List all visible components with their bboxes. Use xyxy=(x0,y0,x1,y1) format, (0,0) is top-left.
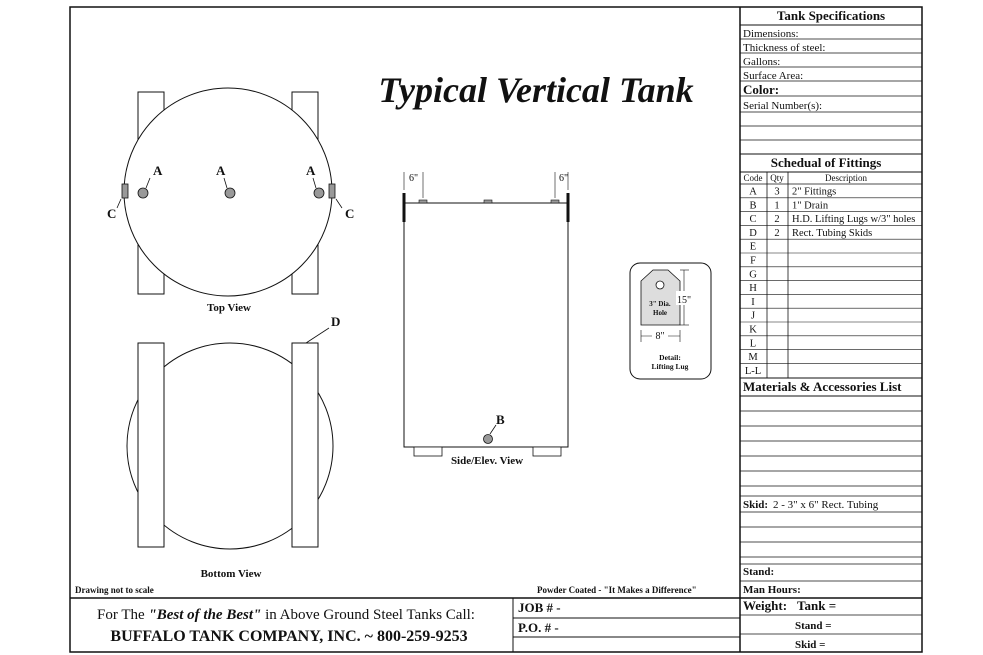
job-number-label: JOB # - xyxy=(518,600,561,615)
fitting-a-right xyxy=(314,188,324,198)
dimension-left-offset: 6" xyxy=(409,173,419,184)
skid-value: 2 - 3" x 6" Rect. Tubing xyxy=(773,499,879,511)
specs-color-label: Color: xyxy=(743,82,780,97)
fitting-row-description: 1" Drain xyxy=(792,200,829,212)
fitting-a-center xyxy=(225,188,235,198)
fitting-row-code: L xyxy=(749,338,757,350)
lifting-lug-detail xyxy=(630,263,711,379)
lug-height-dimension: 15" xyxy=(677,295,692,306)
callout-a-right: A xyxy=(306,163,316,178)
callout-a-center: A xyxy=(216,163,226,178)
note-powder-coated: Powder Coated - "It Makes a Difference" xyxy=(537,585,697,595)
callout-d: D xyxy=(331,314,341,329)
top-view xyxy=(107,88,354,314)
fitting-row-code: E xyxy=(749,241,757,253)
weight-stand-label: Stand = xyxy=(795,620,832,632)
fitting-row-code: H xyxy=(749,283,757,295)
fitting-row-qty: 2 xyxy=(774,214,780,226)
side-view-tank-body xyxy=(404,203,568,447)
fittings-header-code: Code xyxy=(743,173,763,183)
lug-width-dimension: 8" xyxy=(655,331,665,342)
weight-skid-label: Skid = xyxy=(795,639,826,651)
tank-specifications-panel xyxy=(740,8,922,154)
weight-tank-label: Tank = xyxy=(797,598,837,613)
fitting-row-code: B xyxy=(749,200,757,212)
dimension-right-offset: 6" xyxy=(559,173,569,184)
specs-title: Tank Specifications xyxy=(776,8,886,23)
fittings-header-description: Description xyxy=(825,173,867,183)
side-view-skid-right xyxy=(533,447,561,456)
materials-title: Materials & Accessories List xyxy=(743,379,902,394)
specs-dimensions-label: Dimensions: xyxy=(743,28,799,40)
fitting-row-code: F xyxy=(750,255,756,267)
fitting-row-qty: 1 xyxy=(774,200,780,212)
footer-call-line: For The "Best of the Best" in Above Ground Steel Tanks Call: xyxy=(97,607,475,623)
lifting-lug-right xyxy=(329,184,335,198)
callout-b: B xyxy=(496,412,505,427)
fitting-row-code: C xyxy=(749,214,757,226)
fittings-title: Schedual of Fittings xyxy=(770,155,882,170)
fitting-row-qty: 3 xyxy=(774,186,780,198)
fitting-row-code: L-L xyxy=(744,365,762,377)
callout-c-right: C xyxy=(345,206,355,221)
fitting-row-code: J xyxy=(750,310,756,322)
po-number-label: P.O. # - xyxy=(518,620,559,635)
fitting-row-code: G xyxy=(749,269,757,281)
fitting-row-qty: 2 xyxy=(774,227,780,239)
fitting-b-drain xyxy=(484,435,493,444)
bottom-view-skid-right xyxy=(292,343,318,547)
lug-detail-caption-2: Lifting Lug xyxy=(651,362,689,371)
bottom-view-label: Bottom View xyxy=(200,568,262,580)
fitting-row-code: I xyxy=(751,296,755,308)
weight-label: Weight: xyxy=(743,598,788,613)
materials-panel xyxy=(740,379,922,651)
fittings-header-qty: Qty xyxy=(770,173,784,183)
fitting-row-code: A xyxy=(749,186,757,198)
lug-detail-caption-1: Detail: xyxy=(659,353,681,362)
skid-label: Skid: xyxy=(743,499,769,511)
footer-company-line: BUFFALO TANK COMPANY, INC. ~ 800-259-9253 xyxy=(110,628,468,645)
lifting-lug-left xyxy=(122,184,128,198)
note-not-to-scale: Drawing not to scale xyxy=(75,585,154,595)
fitting-row-description: 2" Fittings xyxy=(792,186,837,198)
lug-hole-label-1: 3" Dia. xyxy=(649,300,671,308)
lug-hole xyxy=(656,281,664,289)
specs-serial-label: Serial Number(s): xyxy=(743,100,823,112)
fitting-row-code: K xyxy=(749,324,757,336)
fitting-row-description: Rect. Tubing Skids xyxy=(792,227,873,239)
callout-c-left: C xyxy=(107,206,117,221)
specs-gallons-label: Gallons: xyxy=(743,56,781,68)
callout-a-left: A xyxy=(153,163,163,178)
specs-thickness-label: Thickness of steel: xyxy=(743,42,826,54)
fittings-schedule-panel xyxy=(740,155,922,378)
stand-label: Stand: xyxy=(743,566,775,578)
lug-hole-label-2: Hole xyxy=(653,309,667,317)
fitting-row-code: D xyxy=(749,227,757,239)
fitting-row-code: M xyxy=(748,352,758,364)
man-hours-label: Man Hours: xyxy=(743,584,801,596)
fitting-a-left xyxy=(138,188,148,198)
drawing-title: Typical Vertical Tank xyxy=(378,70,694,110)
bottom-view xyxy=(127,314,340,580)
specs-surface-area-label: Surface Area: xyxy=(743,70,804,82)
bottom-view-skid-left xyxy=(138,343,164,547)
side-view xyxy=(404,172,568,467)
fitting-row-description: H.D. Lifting Lugs w/3" holes xyxy=(792,214,916,226)
side-view-label: Side/Elev. View xyxy=(450,455,524,467)
top-view-label: Top View xyxy=(207,302,251,314)
side-view-skid-left xyxy=(414,447,442,456)
